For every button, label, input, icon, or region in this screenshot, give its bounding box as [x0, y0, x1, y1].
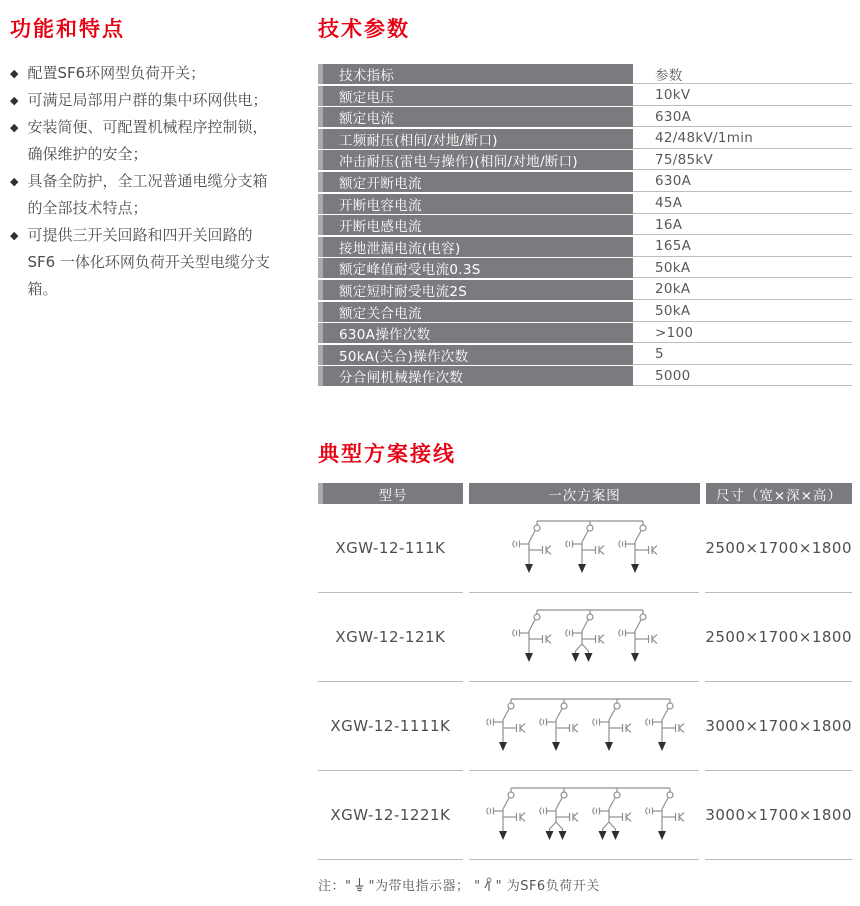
scheme-model: XGW-12-121K: [318, 593, 463, 682]
features-title: 功能和特点: [10, 17, 125, 41]
scheme-size: 3000×1700×1800: [705, 682, 852, 771]
tech-param-value: 20kA: [633, 280, 852, 300]
feature-bullet-icon: ◆: [10, 67, 19, 80]
tech-param-label: 630A操作次数: [318, 323, 633, 343]
tech-param-label: 开断电容电流: [318, 194, 633, 214]
feature-item: [10, 168, 310, 222]
scheme-table-body: [318, 504, 852, 860]
tech-params-title: 技术参数: [318, 17, 410, 41]
tech-param-value: 165A: [633, 237, 852, 257]
tech-param-value: 45A: [633, 194, 852, 214]
tech-param-row: [318, 345, 852, 365]
feature-bullet-icon: ◆: [10, 175, 19, 188]
scheme-diagram-cell: [469, 593, 700, 682]
feature-item-text: 可提供三开关回路和四开关回路的SF6 一体化环网负荷开关型电缆分支箱。: [27, 226, 270, 298]
tech-param-value: 5000: [633, 366, 852, 386]
scheme-diagram-cell: [469, 771, 700, 860]
tech-param-row: [318, 366, 852, 386]
tech-param-label: 额定电流: [318, 107, 633, 127]
tech-param-value: 16A: [633, 215, 852, 235]
feature-item: [10, 114, 310, 168]
tech-param-label: 额定开断电流: [318, 172, 633, 192]
scheme-row: [318, 682, 852, 771]
tech-param-label: 额定电压: [318, 86, 633, 106]
scheme-row: [318, 593, 852, 682]
tech-param-value: 5: [633, 345, 852, 365]
scheme-header-diagram: 一次方案图: [469, 483, 700, 504]
scheme-size: 2500×1700×1800: [705, 593, 852, 682]
scheme-note: [318, 875, 852, 894]
scheme-header-size: 尺寸（宽×深×高）: [706, 483, 852, 504]
tech-param-row: [318, 150, 852, 170]
tech-param-row: [318, 258, 852, 278]
scheme-size: 2500×1700×1800: [705, 504, 852, 593]
tech-param-label: 分合闸机械操作次数: [318, 366, 633, 386]
tech-param-label: 额定短时耐受电流2S: [318, 280, 633, 300]
scheme-model: XGW-12-1221K: [318, 771, 463, 860]
typical-scheme-title: 典型方案接线: [318, 442, 456, 466]
tech-param-row: [318, 215, 852, 235]
single-line-diagram: [505, 515, 663, 581]
tech-param-row: [318, 302, 852, 322]
scheme-header-model: 型号: [318, 483, 463, 504]
feature-bullet-icon: ◆: [10, 229, 19, 242]
single-line-diagram: [479, 693, 690, 759]
sf6-load-switch-icon: [483, 877, 494, 892]
tech-param-row: [318, 64, 852, 84]
live-indicator-icon: [353, 877, 366, 892]
scheme-model: XGW-12-111K: [318, 504, 463, 593]
tech-param-value: 630A: [633, 107, 852, 127]
tech-param-value: 10kV: [633, 86, 852, 106]
tech-param-value: 42/48kV/1min: [633, 129, 852, 149]
note-text: "为带电指示器； ": [368, 879, 481, 894]
tech-param-row: [318, 237, 852, 257]
tech-params-table: [318, 64, 852, 386]
tech-param-row: [318, 323, 852, 343]
tech-param-label: 开断电感电流: [318, 215, 633, 235]
scheme-table-header: [318, 483, 852, 504]
features-list: [10, 60, 310, 303]
tech-param-value: 630A: [633, 172, 852, 192]
tech-param-value: 参数: [633, 64, 852, 84]
feature-item: [10, 60, 310, 87]
feature-item-text: 具备全防护，全工况普通电缆分支箱的全部技术特点；: [27, 172, 268, 217]
scheme-size: 3000×1700×1800: [705, 771, 852, 860]
tech-param-label: 工频耐压(相间/对地/断口): [318, 129, 633, 149]
typical-scheme-section: [318, 441, 852, 894]
tech-param-row: [318, 194, 852, 214]
single-line-diagram: [479, 782, 690, 848]
feature-bullet-icon: ◆: [10, 94, 19, 107]
scheme-row: [318, 504, 852, 593]
scheme-diagram-cell: [469, 682, 700, 771]
tech-param-row: [318, 86, 852, 106]
tech-param-row: [318, 172, 852, 192]
feature-bullet-icon: ◆: [10, 121, 19, 134]
feature-item-text: 可满足局部用户群的集中环网供电；: [27, 91, 268, 109]
note-text: " 为SF6负荷开关: [495, 879, 600, 894]
tech-param-row: [318, 280, 852, 300]
single-line-diagram: [505, 604, 663, 670]
features-section: [10, 16, 310, 303]
feature-item: [10, 87, 310, 114]
tech-param-value: >100: [633, 323, 852, 343]
tech-param-row: [318, 107, 852, 127]
feature-item-text: 配置SF6环网型负荷开关；: [27, 64, 206, 82]
tech-param-row: [318, 129, 852, 149]
scheme-diagram-cell: [469, 504, 700, 593]
tech-param-label: 接地泄漏电流(电容): [318, 237, 633, 257]
tech-param-label: 技术指标: [318, 64, 633, 84]
feature-item: [10, 222, 310, 303]
scheme-row: [318, 771, 852, 860]
tech-param-label: 50kA(关合)操作次数: [318, 345, 633, 365]
tech-param-label: 冲击耐压(雷电与操作)(相间/对地/断口): [318, 150, 633, 170]
tech-param-value: 50kA: [633, 258, 852, 278]
tech-param-label: 额定关合电流: [318, 302, 633, 322]
tech-param-label: 额定峰值耐受电流0.3S: [318, 258, 633, 278]
tech-params-section: [318, 16, 852, 388]
scheme-model: XGW-12-1111K: [318, 682, 463, 771]
note-text: 注：": [318, 879, 352, 894]
tech-param-value: 50kA: [633, 302, 852, 322]
tech-param-value: 75/85kV: [633, 150, 852, 170]
feature-item-text: 安装简便、可配置机械程序控制锁，确保维护的安全；: [27, 118, 268, 163]
